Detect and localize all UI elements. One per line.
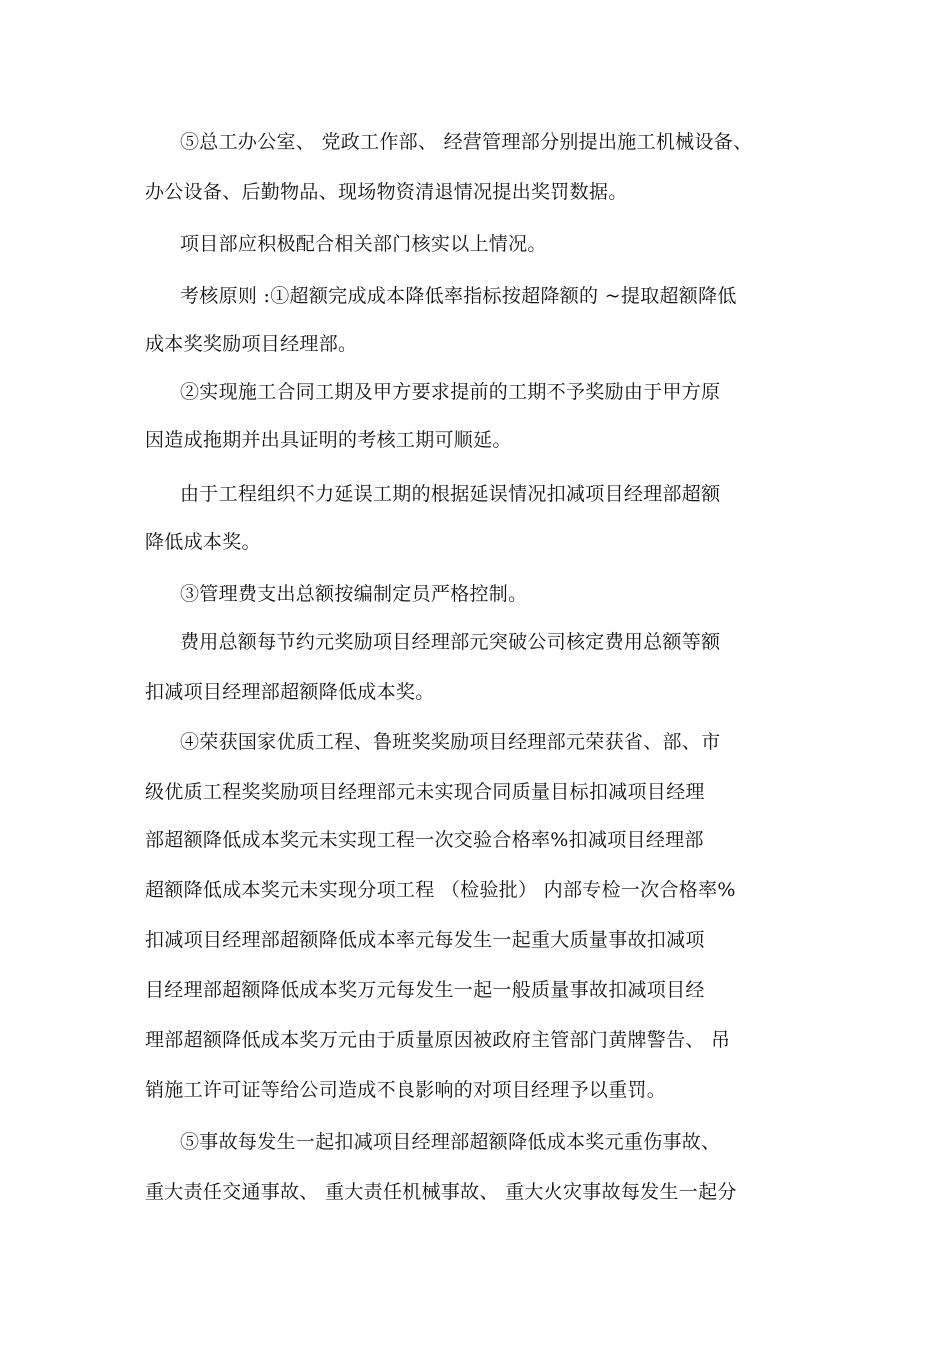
- text-line: 扣减项目经理部超额降低成本率元每发生一起重大质量事故扣减项: [145, 929, 705, 951]
- text-line: ②实现施工合同工期及甲方要求提前的工期不予奖励由于甲方原: [180, 381, 721, 403]
- text-line: 因造成拖期并出具证明的考核工期可顺延。: [145, 429, 512, 451]
- text-line: ⑤总工办公室、 党政工作部、 经营管理部分别提出施工机械设备、: [180, 131, 753, 153]
- text-line: 费用总额每节约元奖励项目经理部元突破公司核定费用总额等额: [180, 631, 721, 653]
- text-line: 办公设备、后勤物品、现场物资清退情况提出奖罚数据。: [145, 181, 628, 203]
- text-line: ④荣获国家优质工程、鲁班奖奖励项目经理部元荣获省、部、市: [180, 731, 721, 753]
- text-line: 目经理部超额降低成本奖万元每发生一起一般质量事故扣减项目经: [145, 979, 705, 1001]
- text-line: 级优质工程奖奖励项目经理部元未实现合同质量目标扣减项目经理: [145, 781, 705, 803]
- text-line: 超额降低成本奖元未实现分项工程 （检验批） 内部专检一次合格率%: [145, 879, 736, 901]
- text-line: 扣减项目经理部超额降低成本奖。: [145, 681, 435, 703]
- text-line: 由于工程组织不力延误工期的根据延误情况扣减项目经理部超额: [180, 483, 721, 505]
- text-line: 部超额降低成本奖元未实现工程一次交验合格率%扣减项目经理部: [145, 829, 704, 851]
- text-line: ⑤事故每发生一起扣减项目经理部超额降低成本奖元重伤事故、: [180, 1131, 721, 1153]
- text-line: 重大责任交通事故、 重大责任机械事故、 重大火灾事故每发生一起分: [145, 1181, 737, 1203]
- text-line: 成本奖奖励项目经理部。: [145, 333, 358, 355]
- text-line: 理部超额降低成本奖万元由于质量原因被政府主管部门黄牌警告、 吊: [145, 1029, 731, 1051]
- text-line: 降低成本奖。: [145, 531, 261, 553]
- text-line: 项目部应积极配合相关部门核实以上情况。: [180, 233, 547, 255]
- text-line: 考核原则 :①超额完成成本降低率指标按超降额的 ~提取超额降低: [180, 285, 737, 307]
- text-line: 销施工许可证等给公司造成不良影响的对项目经理予以重罚。: [145, 1079, 667, 1101]
- text-line: ③管理费支出总额按编制定员严格控制。: [180, 583, 528, 605]
